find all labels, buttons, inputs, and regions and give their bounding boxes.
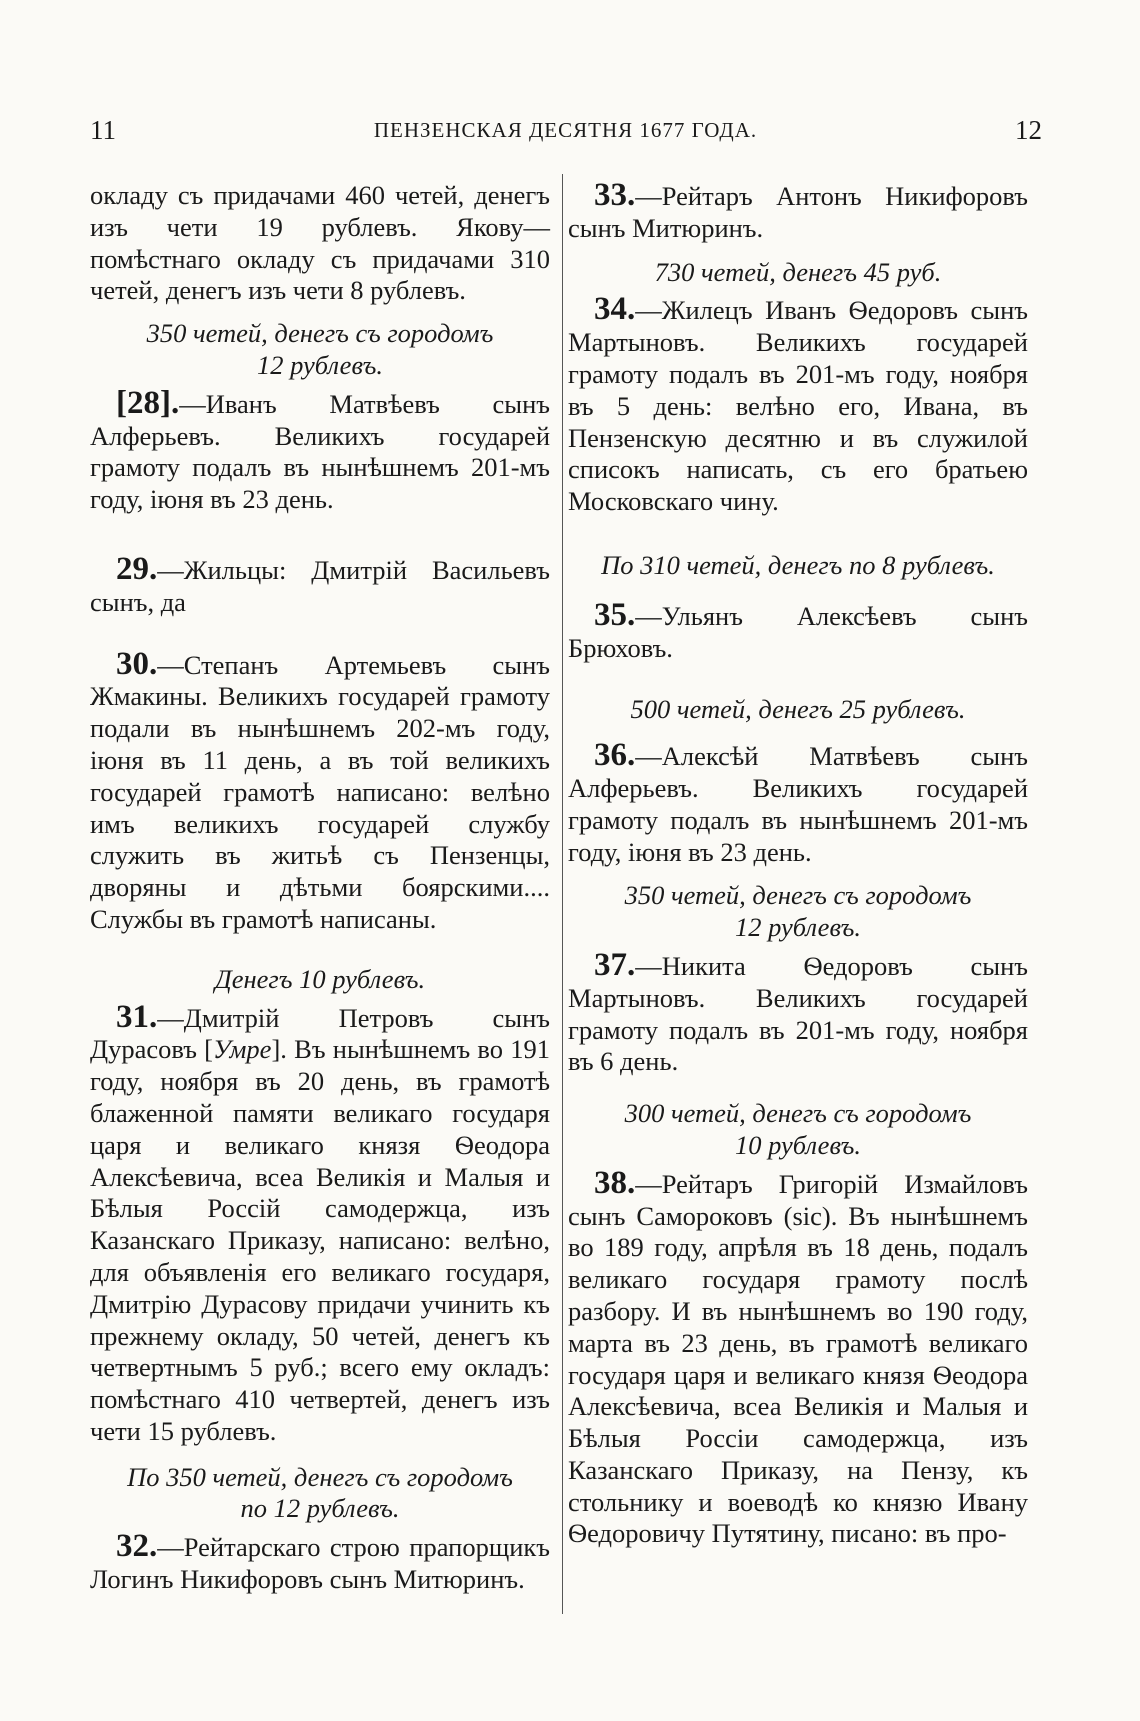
entry-number: 35.	[594, 596, 636, 633]
payment-line-730: 730 четей, денегъ 45 руб.	[654, 256, 942, 287]
entry-number: [28].	[116, 384, 180, 421]
entry-number: 32.	[116, 1528, 158, 1565]
entry-34	[568, 291, 1028, 518]
entry-text: —Рейтаръ Григорій Измайловъ сынъ Самороковъ (sic). Въ нынѣшнемъ во 189 году, апрѣля въ 18 день, подалъ великаго государя грамоту послѣ разбору. И въ нынѣшнемъ во 190 году, марта въ 23 день, въ грамотѣ великаго государя царя и великаго князя Ѳеодора Алексѣевича, всеа Великія и Малыя и Бѣлыя Россіи самодержца, изъ Казанскаго Приказу, на Пензу, къ стольнику и воеводѣ ко князю Ивану Ѳедоровичу Путятину, писано: въ про-	[568, 1168, 1028, 1549]
entry-text: —Дмитрій Петровъ сынъ Дурасовъ [	[90, 1002, 550, 1065]
left-column	[90, 180, 550, 1596]
continued-text: окладу съ придачами 460 четей, денегъ изъ чети 19 рублевъ. Якову—помѣстнаго окладу съ придачами 310 четей, денегъ изъ чети 8 рублевъ.	[90, 180, 550, 306]
entry-text: —Степанъ Артемьевъ сынъ Жмакины. Великихъ государей грамоту подали въ нынѣшнемъ 202-мъ году, іюня въ 11 день, а въ той великихъ государей грамотѣ написано: велѣно имъ великихъ государей службу служить въ житьѣ съ Пензенцы, дворяны и дѣтьми боярскими.... Службы въ грамотѣ написаны.	[90, 649, 550, 934]
running-header	[90, 112, 1042, 148]
entry-text: —Жильцы: Дмитрій Васильевъ сынъ, да	[90, 554, 550, 617]
entry-32	[90, 1528, 550, 1596]
entry-text: —Алексѣй Матвѣевъ сынъ Алферьевъ. Великихъ государей грамоту подалъ въ нынѣшнемъ 201-мъ году, іюня въ 23 день.	[568, 741, 1028, 867]
payment-line-po-310: По 310 четей, денегъ по 8 рублевъ.	[601, 549, 995, 580]
entry-38	[568, 1164, 1028, 1551]
entry-text: —Иванъ Матвѣевъ сынъ Алферьевъ. Великихъ государей грамоту подалъ въ нынѣшнемъ 201-мъ году, іюня въ 23 день.	[90, 388, 550, 515]
entry-number: 30.	[116, 645, 158, 682]
entry-35	[568, 596, 1028, 665]
entry-number: 37.	[594, 946, 636, 983]
payment-line-500: 500 четей, денегъ 25 рублевъ.	[630, 694, 966, 725]
entry-number: 33.	[594, 177, 636, 213]
entry-33	[568, 177, 1028, 245]
payment-line-350-b: 350 четей, денегъ съ городомъ 12 рублевъ.	[624, 880, 972, 943]
entry-28	[90, 384, 550, 516]
entry-text: —Ульянъ Алексѣевъ сынъ Брюховъ.	[568, 600, 1028, 663]
payment-line-300: 300 четей, денегъ съ городомъ 10 рублевъ.	[624, 1098, 972, 1160]
entry-text: —Жилецъ Иванъ Ѳедоровъ сынъ Мартыновъ. Великихъ государей грамоту подалъ въ 201-мъ году, ноября въ 5 день: велѣно его, Ивана, въ Пензенскую десятню и въ служилой списокъ написать, съ его братьею Московскаго чину.	[568, 295, 1028, 517]
entry-text-cont: ]. Въ нынѣшнемъ во 191 году, ноября въ 20 день, въ грамотѣ блаженной памяти великаго государя царя и великаго князя Ѳеодора Алексѣевича, всеа Великія и Малыя и Бѣлыя Россій самодержца, изъ Казанскаго Приказу, написано: велѣно, для объявленія его великаго государя, Дмитрію Дурасову придачи учинить къ прежнему окладу, 50 четей, денегъ къ четвертнымъ 5 руб.; всего ему окладъ: помѣстнаго 410 четвертей, денегъ изъ чети 15 рублевъ.	[90, 1034, 550, 1446]
entry-30	[90, 645, 550, 936]
page-number-left: 11	[90, 114, 116, 145]
entry-29	[90, 550, 550, 619]
payment-line-10: Денегъ 10 рублевъ.	[214, 963, 426, 994]
entry-text: —Рейтарскаго строю прапорщикъ Логинъ Никифоровъ сынъ Митюринъ.	[90, 1532, 550, 1595]
entry-number: 29.	[116, 550, 158, 587]
payment-line-po-350: По 350 четей, денегъ съ городомъ по 12 рублевъ.	[127, 1461, 513, 1524]
entry-number: 36.	[594, 737, 636, 774]
entry-text: —Рейтаръ Антонъ Никифоровъ сынъ Митюринъ.	[568, 181, 1028, 243]
page-number-right: 12	[1014, 114, 1042, 145]
entry-number: 34.	[594, 291, 636, 328]
entry-31	[90, 998, 550, 1448]
entry-36	[568, 737, 1028, 868]
entry-number: 38.	[594, 1164, 636, 1201]
right-column	[568, 177, 1028, 1550]
entry-text: —Никита Ѳедоровъ сынъ Мартыновъ. Великихъ государей грамоту подалъ въ 201-мъ году, ноября въ 6 день.	[568, 950, 1028, 1077]
running-title: ПЕНЗЕНСКАЯ ДЕСЯТНЯ 1677 ГОДА.	[373, 117, 758, 142]
payment-line-350: 350 четей, денегъ съ городомъ 12 рублевъ.	[146, 318, 494, 380]
column-divider	[562, 174, 563, 1614]
entry-note: Умре	[213, 1034, 272, 1065]
entry-number: 31.	[116, 998, 158, 1035]
entry-37	[568, 946, 1028, 1078]
